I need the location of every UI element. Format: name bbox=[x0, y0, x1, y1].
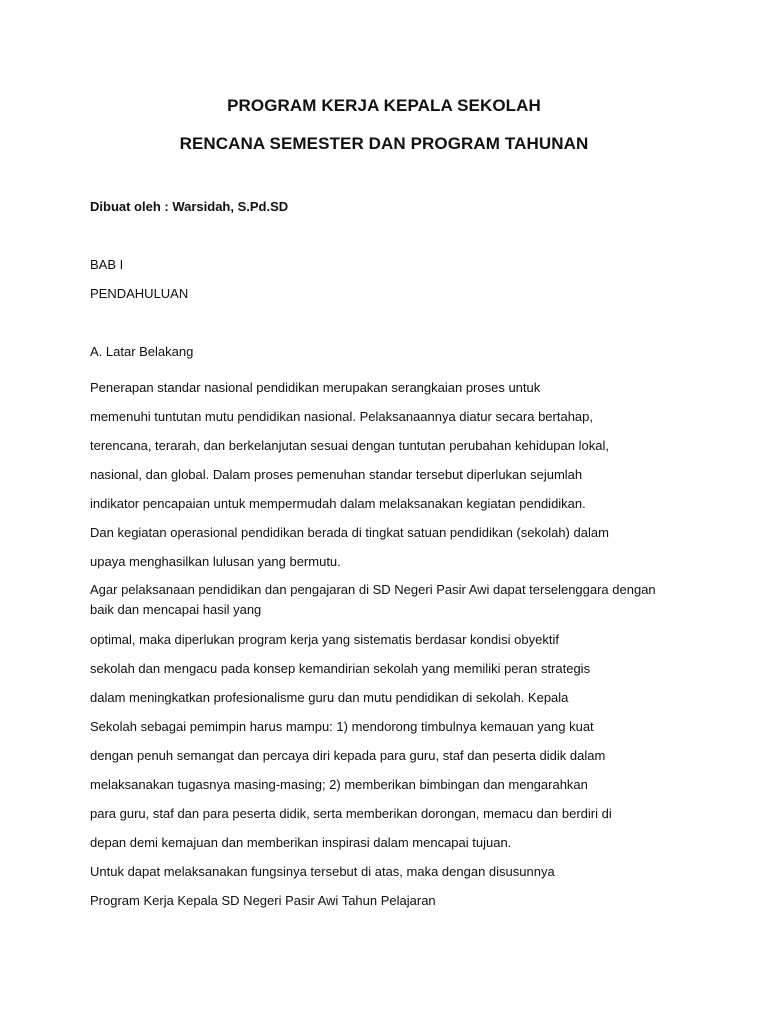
author-line: Dibuat oleh : Warsidah, S.Pd.SD bbox=[90, 199, 289, 214]
paragraph-line: depan demi kemajuan dan memberikan inspirasi dalam mencapai tujuan. bbox=[90, 835, 512, 850]
paragraph-line: memenuhi tuntutan mutu pendidikan nasional. Pelaksanaannya diatur secara bertahap, bbox=[90, 409, 594, 424]
paragraph-line: upaya menghasilkan lulusan yang bermutu. bbox=[90, 554, 341, 569]
paragraph-line: para guru, staf dan para peserta didik, serta memberikan dorongan, memacu dan berdiri di bbox=[90, 806, 612, 821]
paragraph-line: Agar pelaksanaan pendidikan dan pengajaran di SD Negeri Pasir Awi dapat terselenggara dengan baik dan mencapai hasil yang bbox=[90, 582, 656, 617]
paragraph-line: Penerapan standar nasional pendidikan merupakan serangkaian proses untuk bbox=[90, 380, 541, 395]
paragraph-line: dengan penuh semangat dan percaya diri kepada para guru, staf dan peserta didik dalam bbox=[90, 748, 606, 763]
paragraph-line: sekolah dan mengacu pada konsep kemandirian sekolah yang memiliki peran strategis bbox=[90, 661, 591, 676]
paragraph-line: terencana, terarah, dan berkelanjutan sesuai dengan tuntutan perubahan kehidupan lokal, bbox=[90, 438, 609, 453]
paragraph-line: dalam meningkatkan profesionalisme guru dan mutu pendidikan di sekolah. Kepala bbox=[90, 690, 569, 705]
paragraph-line: Dan kegiatan operasional pendidikan berada di tingkat satuan pendidikan (sekolah) dalam bbox=[90, 525, 609, 540]
document-title: PROGRAM KERJA KEPALA SEKOLAH bbox=[227, 96, 541, 115]
paragraph-line: optimal, maka diperlukan program kerja yang sistematis berdasar kondisi obyektif bbox=[90, 632, 559, 647]
document-subtitle: RENCANA SEMESTER DAN PROGRAM TAHUNAN bbox=[179, 134, 589, 153]
section-heading: A. Latar Belakang bbox=[90, 344, 194, 359]
chapter-title: PENDAHULUAN bbox=[90, 286, 189, 301]
chapter-number: BAB I bbox=[90, 257, 124, 272]
paragraph-line: nasional, dan global. Dalam proses pemenuhan standar tersebut diperlukan sejumlah bbox=[90, 467, 583, 482]
paragraph-line: indikator pencapaian untuk mempermudah dalam melaksanakan kegiatan pendidikan. bbox=[90, 496, 586, 511]
paragraph-line: Untuk dapat melaksanakan fungsinya tersebut di atas, maka dengan disusunnya bbox=[90, 864, 555, 879]
paragraph-line: melaksanakan tugasnya masing-masing; 2) memberikan bimbingan dan mengarahkan bbox=[90, 777, 588, 792]
paragraph-line: Program Kerja Kepala SD Negeri Pasir Awi Tahun Pelajaran bbox=[90, 893, 436, 908]
body-text bbox=[90, 373, 670, 915]
paragraph-line: Sekolah sebagai pemimpin harus mampu: 1) mendorong timbulnya kemauan yang kuat bbox=[90, 719, 594, 734]
